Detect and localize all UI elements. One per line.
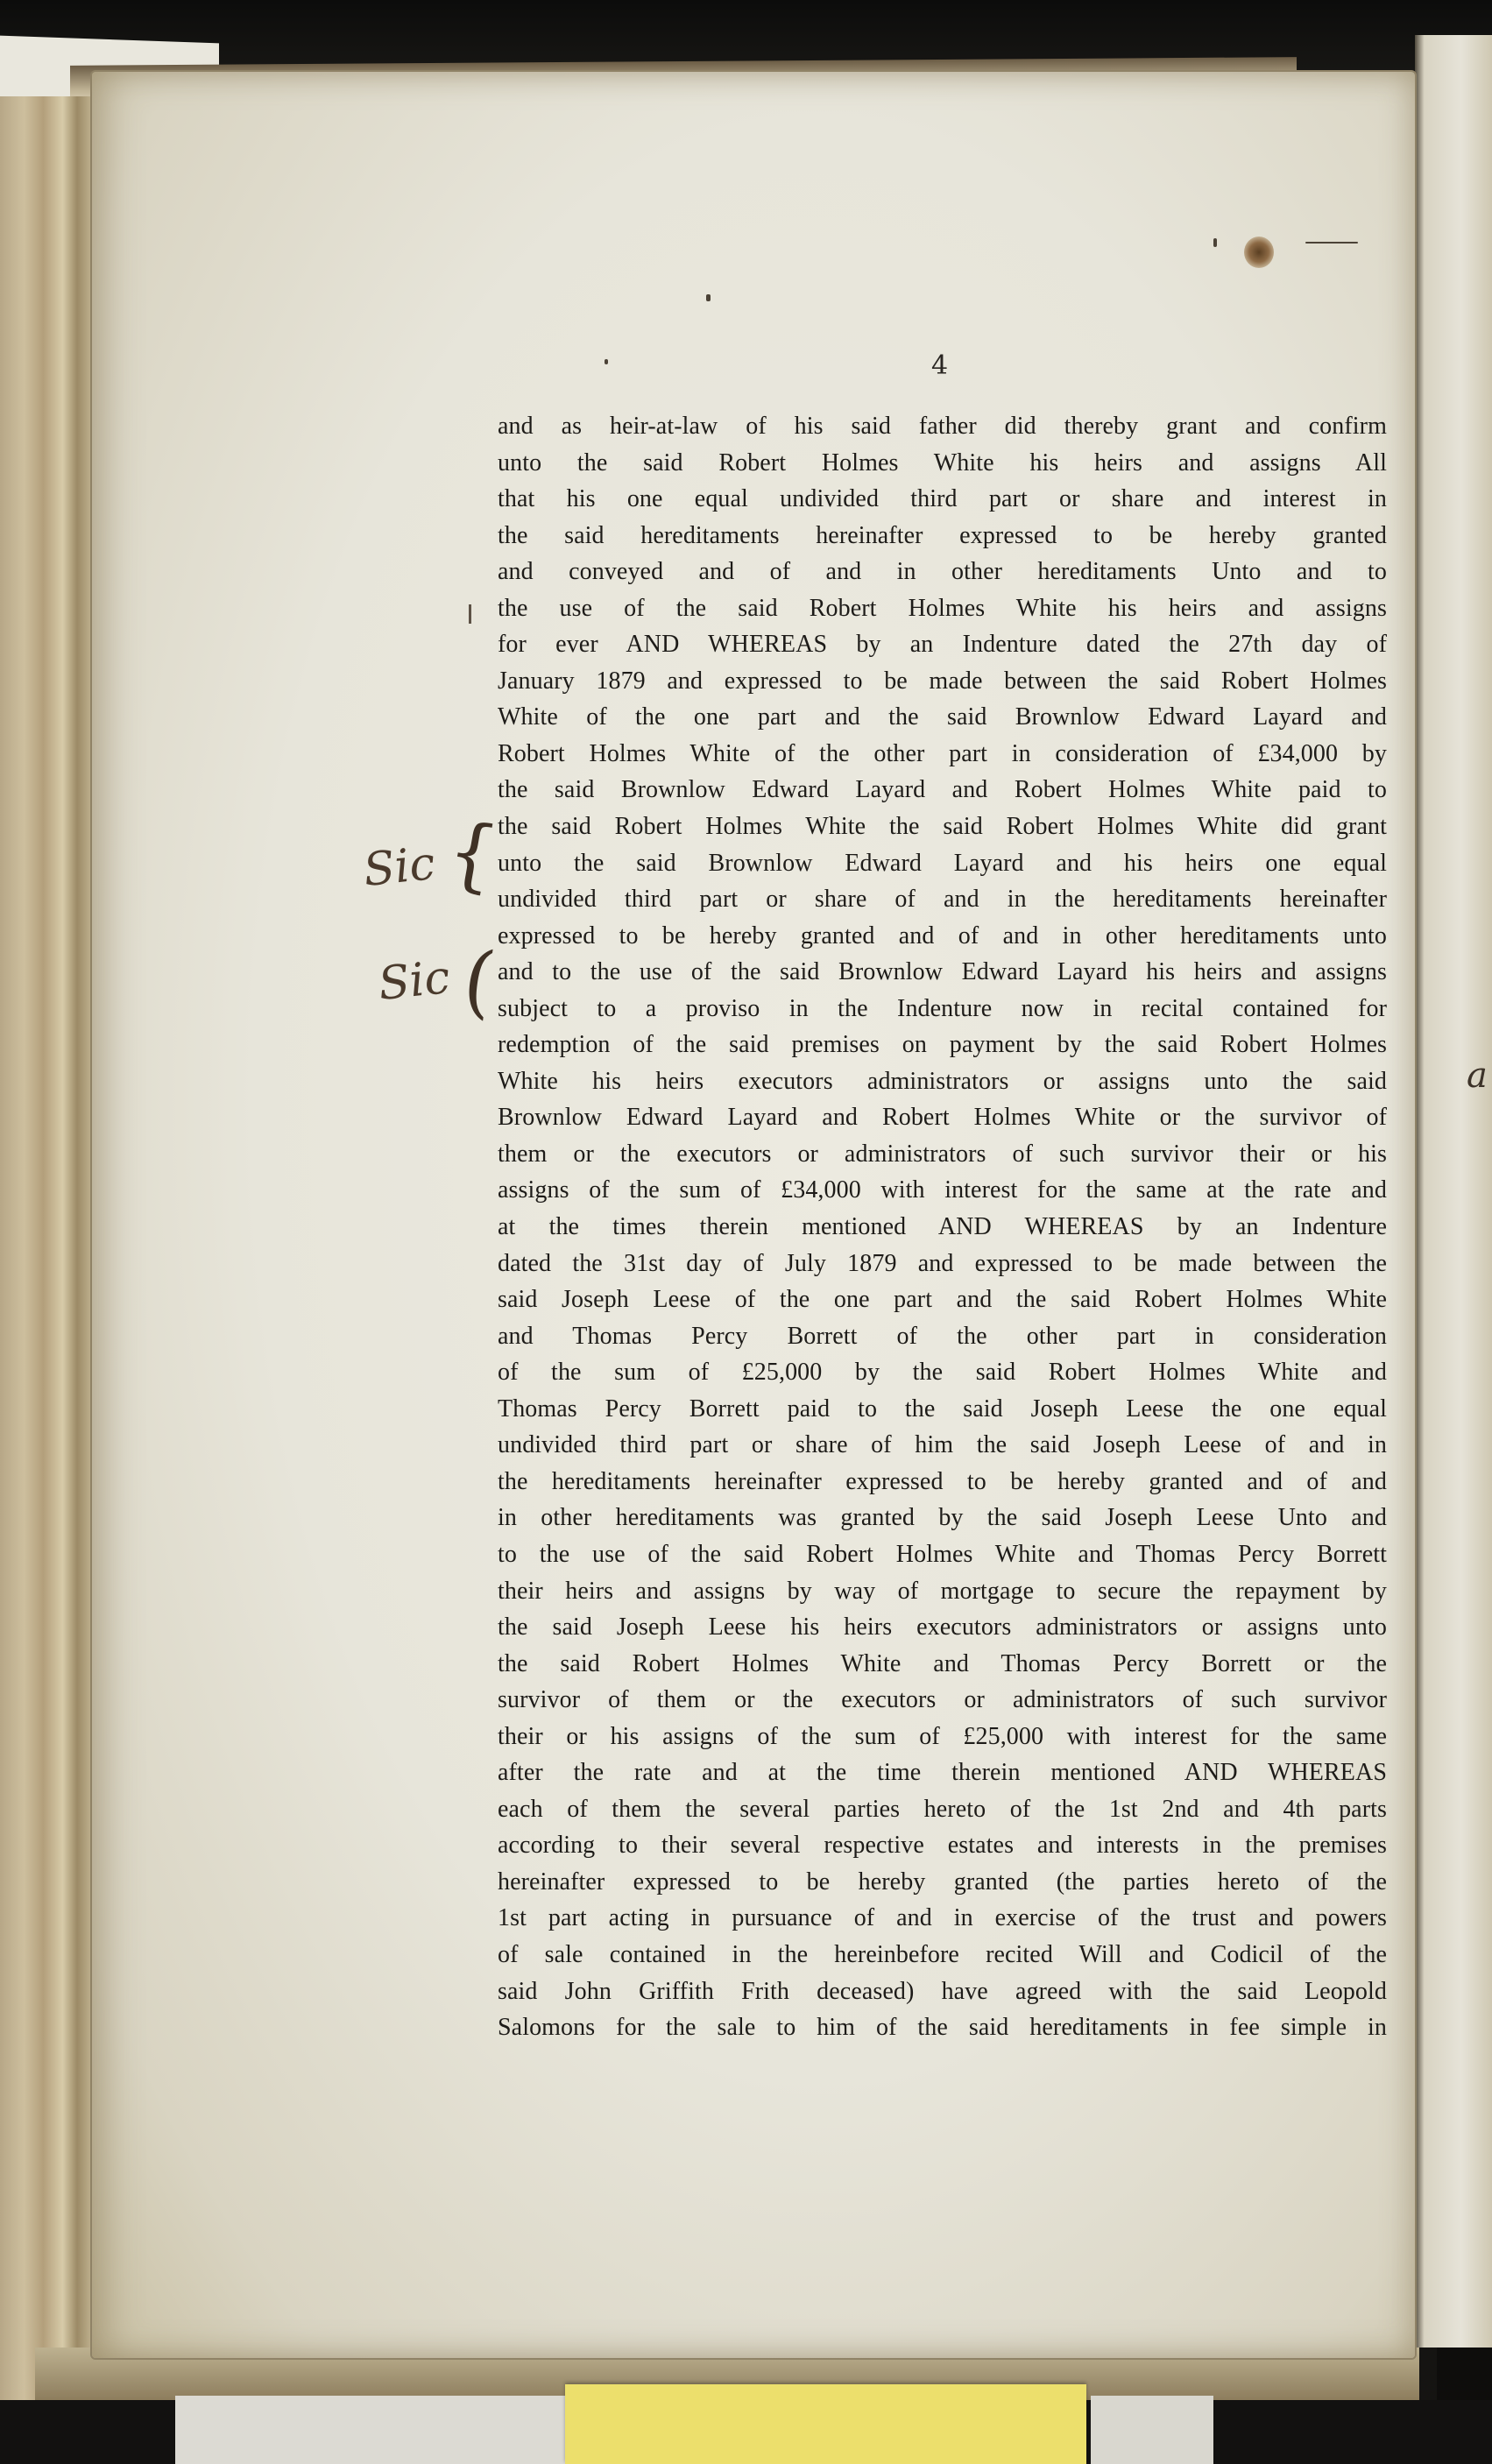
page-number: 4 [931, 350, 949, 381]
text-line: survivor of them or the executors or administrators of such survivor [498, 1686, 1387, 1714]
text-line: undivided third part or share of and in the hereditaments hereinafter [498, 886, 1387, 914]
text-line: Thomas Percy Borrett paid to the said Joseph Leese the one equal [498, 1394, 1387, 1423]
text-line: subject to a proviso in the Indenture now in recital contained for [498, 994, 1387, 1022]
text-line: unto the said Brownlow Edward Layard and his heirs one equal [498, 849, 1387, 877]
yellow-sticky-note [565, 2384, 1086, 2464]
text-line: their or his assigns of the sum of £25,000 with interest for the same [498, 1722, 1387, 1750]
text-line: the use of the said Robert Holmes White his heirs and assigns [498, 594, 1387, 622]
page-stack-left-edge [0, 96, 96, 2400]
text-line: in other hereditaments was granted by the said Joseph Leese Unto and [498, 1504, 1387, 1532]
text-line: White of the one part and the said Brownlow Edward Layard and [498, 703, 1387, 731]
bottom-paper-slip-right [1091, 2396, 1213, 2464]
text-line: Brownlow Edward Layard and Robert Holmes White or the survivor of [498, 1104, 1387, 1132]
text-line: the said Robert Holmes White and Thomas Percy Borrett or the [498, 1649, 1387, 1677]
margin-note-sic-2: Sic [376, 950, 453, 1012]
text-line: unto the said Robert Holmes White his heirs and assigns All [498, 448, 1387, 477]
margin-brace-2: ( [457, 933, 500, 1029]
text-line: said Joseph Leese of the one part and the said Robert Holmes White [498, 1286, 1387, 1314]
text-line: White his heirs executors administrators or assigns unto the said [498, 1067, 1387, 1095]
text-line: the said hereditaments hereinafter expressed to be hereby granted [498, 521, 1387, 549]
text-line: of sale contained in the hereinbefore recited Will and Codicil of the [498, 1940, 1387, 1968]
text-line: that his one equal undivided third part or share and interest in [498, 485, 1387, 513]
text-line: and conveyed and of and in other hereditaments Unto and to [498, 558, 1387, 586]
text-line: dated the 31st day of July 1879 and expressed to be made between the [498, 1249, 1387, 1277]
facing-page-text-fragment: a [1467, 1055, 1488, 1096]
text-line: them or the executors or administrators of such survivor their or his [498, 1140, 1387, 1168]
ink-stain [1244, 237, 1274, 268]
text-line: undivided third part or share of him the said Joseph Leese of and in [498, 1431, 1387, 1459]
text-line: their heirs and assigns by way of mortgage to secure the repayment by [498, 1577, 1387, 1605]
text-line: the said Brownlow Edward Layard and Robert Holmes White paid to [498, 776, 1387, 804]
text-line: and as heir-at-law of his said father did thereby grant and confirm [498, 413, 1387, 440]
speck [1213, 238, 1217, 247]
bottom-paper-slip [175, 2396, 587, 2464]
text-line: January 1879 and expressed to be made between the said Robert Holmes [498, 667, 1387, 695]
text-line: and Thomas Percy Borrett of the other part in consideration [498, 1322, 1387, 1350]
text-line: at the times therein mentioned AND WHEREAS by an Indenture [498, 1213, 1387, 1241]
text-line: to the use of the said Robert Holmes White and Thomas Percy Borrett [498, 1540, 1387, 1568]
facing-page-edge [1415, 35, 1492, 2348]
document-body-text [498, 408, 1387, 2046]
margin-tick [469, 604, 471, 624]
text-line: redemption of the said premises on payment by the said Robert Holmes [498, 1031, 1387, 1059]
text-line: hereinafter expressed to be hereby granted (the parties hereto of the [498, 1867, 1387, 1896]
text-line: for ever AND WHEREAS by an Indenture dated the 27th day of [498, 631, 1387, 659]
text-line: Salomons for the sale to him of the said hereditaments in fee simple in [498, 2014, 1387, 2042]
text-line: according to their several respective estates and interests in the premises [498, 1832, 1387, 1860]
text-line: expressed to be hereby granted and of and in other hereditaments unto [498, 921, 1387, 950]
text-line: each of them the several parties hereto of the 1st 2nd and 4th parts [498, 1795, 1387, 1823]
speck [706, 294, 711, 301]
speck [1305, 242, 1358, 244]
margin-note-sic-1: Sic [361, 837, 438, 898]
text-line: after the rate and at the time therein mentioned AND WHEREAS [498, 1759, 1387, 1787]
margin-brace-1: { [441, 804, 505, 904]
text-line: Robert Holmes White of the other part in consideration of £34,000 by [498, 739, 1387, 767]
text-line: the hereditaments hereinafter expressed to be hereby granted and of and [498, 1467, 1387, 1495]
text-line: the said Joseph Leese his heirs executors administrators or assigns unto [498, 1613, 1387, 1641]
text-line: and to the use of the said Brownlow Edward Layard his heirs and assigns [498, 958, 1387, 986]
text-line: said John Griffith Frith deceased) have agreed with the said Leopold [498, 1977, 1387, 2005]
text-line: of the sum of £25,000 by the said Robert Holmes White and [498, 1359, 1387, 1387]
speck [605, 359, 608, 364]
text-line: assigns of the sum of £34,000 with interest for the same at the rate and [498, 1176, 1387, 1204]
text-line: 1st part acting in pursuance of and in exercise of the trust and powers [498, 1904, 1387, 1932]
text-line: the said Robert Holmes White the said Robert Holmes White did grant [498, 813, 1387, 841]
